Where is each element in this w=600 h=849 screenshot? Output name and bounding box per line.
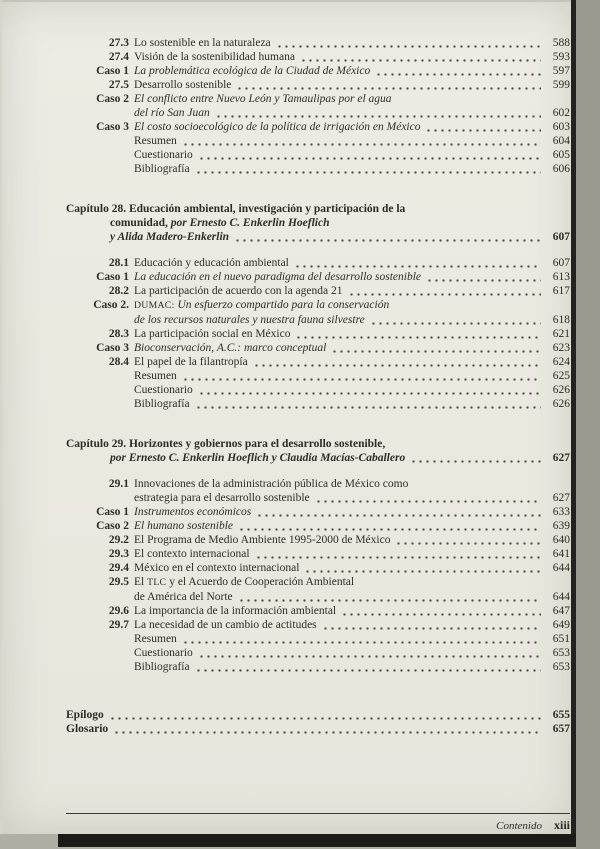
toc-text-run: El conflicto entre Nuevo León y Tamaulipas por el agua xyxy=(134,93,392,105)
toc-text-run: Bibliografía xyxy=(134,163,190,175)
page-number: 617 xyxy=(552,285,570,297)
toc-text-run: Epílogo xyxy=(66,709,104,721)
leader-dots xyxy=(182,136,541,146)
toc-entry-text xyxy=(134,533,390,547)
toc-row xyxy=(66,708,570,722)
toc-entry-text xyxy=(134,298,389,313)
toc-text-run: La participación de acuerdo con la agenda 21 xyxy=(134,285,343,297)
toc-text-run: Bibliografía xyxy=(134,661,190,673)
toc-gap xyxy=(66,465,570,477)
toc-entry-text xyxy=(66,437,385,451)
toc-text-run: y Alida Madero-Enkerlin xyxy=(110,231,230,243)
leader-dots xyxy=(238,592,541,602)
toc-text-run: El xyxy=(134,576,148,588)
toc-row xyxy=(66,547,570,561)
toc-row xyxy=(66,369,570,383)
toc-text-run: Cuestionario xyxy=(134,384,193,396)
toc-row xyxy=(66,505,570,519)
toc-entry-text xyxy=(134,256,289,270)
toc-entry-text xyxy=(134,327,290,341)
toc-text-run: del río San Juan xyxy=(134,107,210,119)
leader-dots xyxy=(198,150,541,160)
toc-text-run: Resumen xyxy=(134,135,177,147)
toc-row xyxy=(66,646,570,660)
leader-dots xyxy=(195,399,541,409)
toc-entry-text xyxy=(110,216,330,230)
toc-entry-text xyxy=(134,604,336,618)
page-number: 618 xyxy=(552,314,570,326)
page-number: 602 xyxy=(552,107,570,119)
toc-entry-label: 29.1 xyxy=(108,478,129,490)
toc-row xyxy=(66,590,570,604)
toc-row xyxy=(66,64,570,78)
leader-dots xyxy=(238,521,541,531)
toc-row xyxy=(66,561,570,575)
toc-text-run: Resumen xyxy=(134,370,177,382)
toc-text-run: Instrumentos económicos xyxy=(134,506,252,518)
toc-row xyxy=(66,519,570,533)
toc-text-run: El costo socioecológico de la política de irrigación en México xyxy=(134,121,421,133)
toc-text-run: Educación y educación ambiental xyxy=(134,257,289,269)
leader-dots xyxy=(253,357,541,367)
toc-entry-text xyxy=(134,270,421,284)
toc-entry-text xyxy=(134,355,248,369)
toc-entry-label: 29.4 xyxy=(108,562,129,574)
toc-entry-text xyxy=(66,202,405,216)
toc-row xyxy=(66,120,570,134)
toc-entry-label: Caso 3 xyxy=(96,342,129,354)
toc-text-run: comunidad, xyxy=(110,217,171,229)
toc-row xyxy=(66,162,570,176)
toc-entry-text xyxy=(66,722,108,736)
page-number: 627 xyxy=(552,452,570,464)
page-number: 613 xyxy=(552,271,570,283)
leader-dots xyxy=(198,385,541,395)
toc-text-run: El contexto internacional xyxy=(134,548,250,560)
leader-dots xyxy=(198,648,541,658)
toc-text-run: Desarrollo sostenible xyxy=(134,79,232,91)
toc-gap xyxy=(66,244,570,256)
leader-dots xyxy=(236,80,541,90)
page-number: 641 xyxy=(552,548,570,560)
toc-entry-text xyxy=(134,646,193,660)
toc-text-run: Bibliografía xyxy=(134,398,190,410)
leader-dots xyxy=(426,272,541,282)
leader-dots xyxy=(370,315,541,325)
toc-entry-text xyxy=(110,230,229,244)
toc-entry-text xyxy=(134,519,233,533)
toc-row xyxy=(66,134,570,148)
toc-text-run: La importancia de la información ambiental xyxy=(134,605,337,617)
leader-dots xyxy=(375,66,541,76)
toc-entry-label: 28.1 xyxy=(108,257,129,269)
page-number: 625 xyxy=(552,370,570,382)
toc-entry-text xyxy=(134,50,295,64)
toc-entry-text xyxy=(134,397,190,411)
leader-dots xyxy=(256,507,541,517)
leader-dots xyxy=(304,563,541,573)
toc-entry-text xyxy=(134,632,177,646)
leader-dots xyxy=(395,535,541,545)
toc-row xyxy=(66,660,570,674)
toc-text-run: La participación social en México xyxy=(134,328,291,340)
leader-dots xyxy=(295,329,541,339)
leader-dots xyxy=(255,549,541,559)
toc-gap xyxy=(66,411,570,437)
toc-text-run: Un esfuerzo compartido para la conservación xyxy=(174,299,390,311)
toc-row xyxy=(66,477,570,491)
page-number: 605 xyxy=(552,149,570,161)
toc-row xyxy=(66,36,570,50)
toc-entry-text xyxy=(134,78,231,92)
toc-row xyxy=(66,298,570,313)
leader-dots xyxy=(341,606,541,616)
toc-entry-text xyxy=(110,451,405,465)
leader-dots xyxy=(113,724,541,734)
chapter-heading-line xyxy=(66,216,570,230)
toc-row xyxy=(66,106,570,120)
leader-dots xyxy=(322,620,541,630)
toc-row xyxy=(66,491,570,505)
toc-text-run: Resumen xyxy=(134,633,177,645)
toc-row xyxy=(66,575,570,590)
toc-entry-label: 27.3 xyxy=(108,37,129,49)
toc-row xyxy=(66,50,570,64)
toc-entry-text xyxy=(134,477,408,491)
leader-dots xyxy=(234,232,541,242)
leader-dots xyxy=(348,286,542,296)
toc-row xyxy=(66,327,570,341)
page-number: 606 xyxy=(552,163,570,175)
toc-text-run: El Programa de Medio Ambiente 1995-2000 de México xyxy=(134,534,391,546)
toc-text-run: Glosario xyxy=(66,723,109,735)
toc-entry-text xyxy=(134,120,420,134)
leader-dots xyxy=(109,710,541,720)
toc-text-run: Capítulo 29. Horizontes y gobiernos para el desarrollo sostenible, xyxy=(66,438,386,450)
toc-entry-label: Caso 3 xyxy=(96,121,129,133)
toc-row xyxy=(66,355,570,369)
chapter-heading-line xyxy=(66,202,570,216)
toc-gap xyxy=(66,176,570,202)
toc-text-run: La problemática ecológica de la Ciudad de México xyxy=(134,65,371,77)
toc-row xyxy=(66,313,570,327)
page-number: 588 xyxy=(552,37,570,49)
toc-text-run: por Ernesto C. Enkerlin Hoeflich y Claudia Macías-Caballero xyxy=(110,452,406,464)
toc-text-run: TLC xyxy=(147,577,167,588)
toc-entry-text xyxy=(134,505,251,519)
toc-entry-label: 29.7 xyxy=(108,619,129,631)
page-number: 626 xyxy=(552,398,570,410)
leader-dots xyxy=(410,453,541,463)
toc-row xyxy=(66,722,570,736)
page-number: 607 xyxy=(552,257,570,269)
toc-entry-text xyxy=(134,575,354,590)
toc-text-run: El humano sostenible xyxy=(134,520,234,532)
toc-text-run: Lo sostenible en la naturaleza xyxy=(134,37,271,49)
footer-page-number: xiii xyxy=(553,818,570,832)
page-number: 626 xyxy=(552,384,570,396)
leader-dots xyxy=(276,38,541,48)
toc-entry-text xyxy=(134,618,317,632)
toc-entry-text xyxy=(134,547,250,561)
chapter-heading-line xyxy=(66,230,570,244)
page-number: 627 xyxy=(552,492,570,504)
toc-text-run: Cuestionario xyxy=(134,647,193,659)
page-number: 607 xyxy=(552,231,570,243)
leader-dots xyxy=(215,108,541,118)
toc-entry-text xyxy=(134,92,392,106)
scan-edge-top xyxy=(0,0,576,2)
toc-row xyxy=(66,284,570,298)
page-number: 633 xyxy=(552,506,570,518)
toc-entry-label: 28.4 xyxy=(108,356,129,368)
footer-section-label: Contenido xyxy=(496,820,542,832)
toc-text-run: México en el contexto internacional xyxy=(134,562,300,574)
toc-entry-text xyxy=(134,64,370,78)
toc-entry-label: 29.2 xyxy=(108,534,129,546)
toc-entry-text xyxy=(134,369,177,383)
toc-row xyxy=(66,78,570,92)
page-number: 655 xyxy=(552,709,570,721)
toc-text-run: La necesidad de un cambio de actitudes xyxy=(134,619,317,631)
chapter-heading-line xyxy=(66,437,570,451)
toc-row xyxy=(66,256,570,270)
toc-entry-label: 29.3 xyxy=(108,548,129,560)
page-number: 639 xyxy=(552,520,570,532)
toc-entry-label: 29.5 xyxy=(108,576,129,588)
toc-entry-text xyxy=(134,284,343,298)
leader-dots xyxy=(195,662,541,672)
page-number: 644 xyxy=(552,591,570,603)
toc-entry-text xyxy=(134,313,365,327)
toc-entry-label: 29.6 xyxy=(108,605,129,617)
toc-row xyxy=(66,383,570,397)
page-number: 644 xyxy=(552,562,570,574)
toc-text-run: Capítulo 28. Educación ambiental, investigación y participación de la xyxy=(66,203,406,215)
toc-entry-text xyxy=(134,341,326,355)
page-number: 623 xyxy=(552,342,570,354)
toc-entry-label: 27.4 xyxy=(108,51,129,63)
leader-dots xyxy=(331,343,541,353)
toc-text-run: y el Acuerdo de Cooperación Ambiental xyxy=(166,576,355,588)
toc-text-run: Cuestionario xyxy=(134,149,193,161)
toc-row xyxy=(66,148,570,162)
leader-dots xyxy=(315,493,541,503)
toc-entry-label: Caso 1 xyxy=(96,271,129,283)
page-number: 621 xyxy=(552,328,570,340)
page-number: 604 xyxy=(552,135,570,147)
toc-text-run: Visión de la sostenibilidad humana xyxy=(134,51,295,63)
toc-entry-text xyxy=(134,590,233,604)
toc-entry-label: 27.5 xyxy=(108,79,129,91)
toc-text-run: de América del Norte xyxy=(134,591,233,603)
scan-edge-right-strip xyxy=(576,0,600,849)
page-footer xyxy=(66,813,570,833)
page-number: 593 xyxy=(552,51,570,63)
toc-entry-label: 28.2 xyxy=(108,285,129,297)
page-number: 599 xyxy=(552,79,570,91)
toc-entry-label: 28.3 xyxy=(108,328,129,340)
page-number: 657 xyxy=(552,723,570,735)
toc-text-run: por Ernesto C. Enkerlin Hoeflich xyxy=(170,217,330,229)
toc-entry-text xyxy=(134,36,271,50)
toc-text-run: La educación en el nuevo paradigma del desarrollo sostenible xyxy=(134,271,422,283)
toc-row xyxy=(66,604,570,618)
page-number: 653 xyxy=(552,661,570,673)
leader-dots xyxy=(195,164,541,174)
toc-row xyxy=(66,92,570,106)
toc-entry-label: Caso 1 xyxy=(96,506,129,518)
toc-entry-label: Caso 2 xyxy=(96,520,129,532)
toc-entry-text xyxy=(134,106,210,120)
toc-text-run: de los recursos naturales y nuestra fauna silvestre xyxy=(134,314,365,326)
toc-row xyxy=(66,397,570,411)
leader-dots xyxy=(182,371,541,381)
leader-dots xyxy=(425,122,541,132)
toc-entry-text xyxy=(134,491,310,505)
page-number: 640 xyxy=(552,534,570,546)
scan-edge-left xyxy=(0,0,2,834)
page-number: 651 xyxy=(552,633,570,645)
chapter-heading-line xyxy=(66,451,570,465)
toc-entry-text xyxy=(134,561,299,575)
toc-row xyxy=(66,341,570,355)
scan-edge-right-line xyxy=(571,0,576,834)
toc-row xyxy=(66,533,570,547)
toc-gap xyxy=(66,674,570,708)
page-number: 597 xyxy=(552,65,570,77)
toc-entry-text xyxy=(134,134,177,148)
toc-entry-label: Caso 2 xyxy=(96,93,129,105)
page-number: 649 xyxy=(552,619,570,631)
toc-entry-text xyxy=(134,148,193,162)
page-number: 653 xyxy=(552,647,570,659)
leader-dots xyxy=(294,258,541,268)
toc-entry-text xyxy=(66,708,104,722)
toc-entry-text xyxy=(134,162,190,176)
toc-entry-text xyxy=(134,660,190,674)
scan-edge-bottom-bar xyxy=(58,834,576,847)
toc-text-run: Innovaciones de la administración pública de México como xyxy=(134,478,409,490)
leader-dots xyxy=(182,634,541,644)
page-number: 603 xyxy=(552,121,570,133)
toc-text-run: estrategia para el desarrollo sostenible xyxy=(134,492,310,504)
page-number: 624 xyxy=(552,356,570,368)
toc-entry-text xyxy=(134,383,193,397)
toc-entry-label: Caso 1 xyxy=(96,65,129,77)
toc-text-run: Bioconservación, A.C.: marco conceptual xyxy=(134,342,327,354)
leader-dots xyxy=(300,52,541,62)
toc-text-run: DUMAC: xyxy=(134,300,175,311)
toc-row xyxy=(66,632,570,646)
toc-row xyxy=(66,618,570,632)
table-of-contents xyxy=(66,36,570,736)
page-number: 647 xyxy=(552,605,570,617)
toc-entry-label: Caso 2. xyxy=(93,299,129,311)
toc-text-run: El papel de la filantropía xyxy=(134,356,248,368)
toc-row xyxy=(66,270,570,284)
